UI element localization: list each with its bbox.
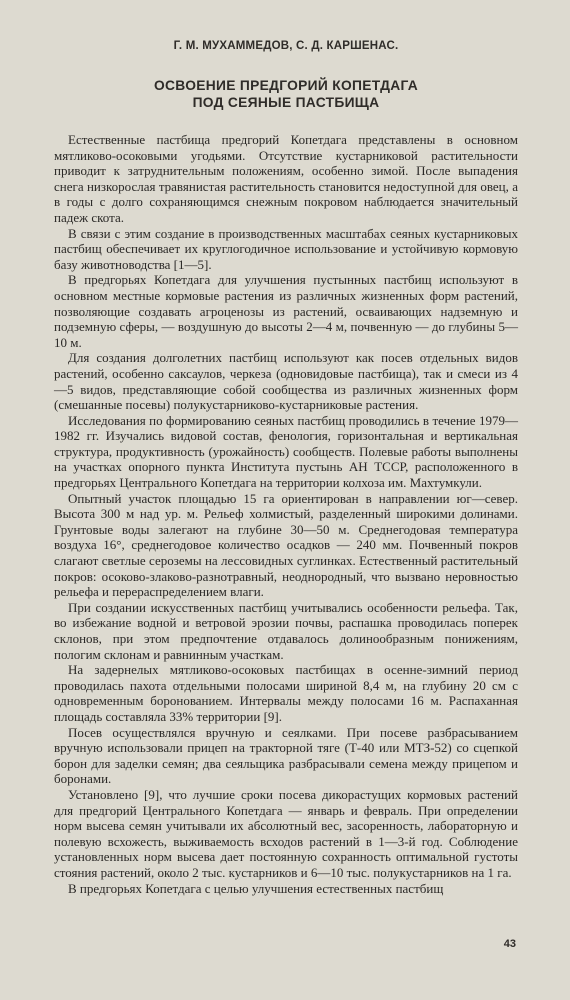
paragraph: Исследования по формированию сеяных пастбищ проводились в течение 1979—1982 гг. Изучались видовой состав, фенология, горизонтальная и вертикальная структура, продуктивность (урожайность) сообществ. Полевые работы выполнены на участках опорного пункта Института пустынь АН ТССР, расположенного в предгорьях Центрального Копетдага на территории колхоза им. Махтумкули. [54, 412, 518, 491]
paragraph: Естественные пастбища предгорий Копетдага представлены в основном мятликово-осоковыми угодьями. Отсутствие кустарниковой растительности приводит к затруднительным положениям, особенно зимой. После выпадения снега низкорослая травянистая растительность становится недоступной для овец, а в годы с долго сохраняющимся снежным покровом наблюдается значительный падеж скота. [54, 132, 518, 225]
paragraph: В предгорьях Копетдага с целью улучшения естественных пастбищ [68, 880, 444, 896]
article-title-line-2: ПОД СЕЯНЫЕ ПАСТБИЩА [192, 95, 380, 110]
paragraph: При создании искусственных пастбищ учитывались особенности рельефа. Так, во избежание водной и ветровой эрозии почвы, распашка проводилась поперек склонов, при этом предпочтение отдавалось долинообразным понижениям, пологим склонам и равнинным участкам. [54, 599, 518, 662]
article-authors: Г. М. МУХАММЕДОВ, С. Д. КАРШЕНАС. [173, 40, 399, 52]
paragraph: В связи с этим создание в производственных масштабах сеяных кустарниковых пастбищ обеспечивает их круглогодичное использование и устойчивую кормовую базу животноводства [1—5]. [54, 225, 518, 272]
paragraph: Опытный участок площадью 15 га ориентирован в направлении юг—север. Высота 300 м над ур. м. Рельеф холмистый, разделенный широкими долинами. Грунтовые воды залегают на глубине 30—50 м. Среднегодовая температура воздуха 16°, среднегодовое количество осадков — 240 мм. Почвенный покров слагают светлые сероземы на лессовидных суглинках. Естественный растительный покров: осоково-злаково-разнотравный, неоднородный, что вызвано неровностью рельефа и перераспределением влаги. [54, 490, 518, 600]
paragraph: Установлено [9], что лучшие сроки посева дикорастущих кормовых растений для предгорий Центрального Копетдага — январь и февраль. При определении норм высева семян учитывали их абсолютный вес, засоренность, лабораторную и полевую всхожесть, выживаемость всходов растений в 1—3-й год. Соблюдение установленных норм высева дает постоянную сохранность оптимальной густоты стояния растений, около 2 тыс. кустарников и 6—10 тыс. полукустарников на 1 га. [54, 786, 518, 880]
page-number: 43 [503, 938, 516, 950]
article-body [54, 132, 518, 896]
paragraph: На задернелых мятликово-осоковых пастбищах в осенне-зимний период проводилась пахота отдельными полосами шириной 8,4 м, на глубину 20 см с одновременным боронованием. Интервалы между полосами 16 м. Распаханная площадь составляла 33% территории [9]. [54, 662, 518, 724]
article-title [54, 77, 518, 111]
paragraph: Для создания долголетних пастбищ используют как посев отдельных видов растений, особенно саксаулов, черкеза (одновидовые пастбища), так и смеси из 4—5 видов, представляющие собой сообщества из различных жизненных форм (смешанные посевы) полукустарниково-кустарниковые растения. [54, 350, 518, 413]
article-title-line-1: ОСВОЕНИЕ ПРЕДГОРИЙ КОПЕТДАГА [153, 78, 419, 93]
paragraph: В предгорьях Копетдага для улучшения пустынных пастбищ используют в основном местные кормовые растения из различных жизненных форм растений, позволяющие создавать агроценозы из растений, осваивающих надземную и подземную сферы, — воздушную до высоты 2—4 м, почвенную — до глубины 5—10 м. [54, 272, 518, 350]
paragraph: Посев осуществлялся вручную и сеялками. При посеве разбрасыванием вручную использовали прицеп на тракторной тяге (Т-40 или МТЗ-52) со сцепкой борон для заделки семян; два сеяльщика разбрасывали семена между прицепом и боронами. [54, 724, 518, 787]
